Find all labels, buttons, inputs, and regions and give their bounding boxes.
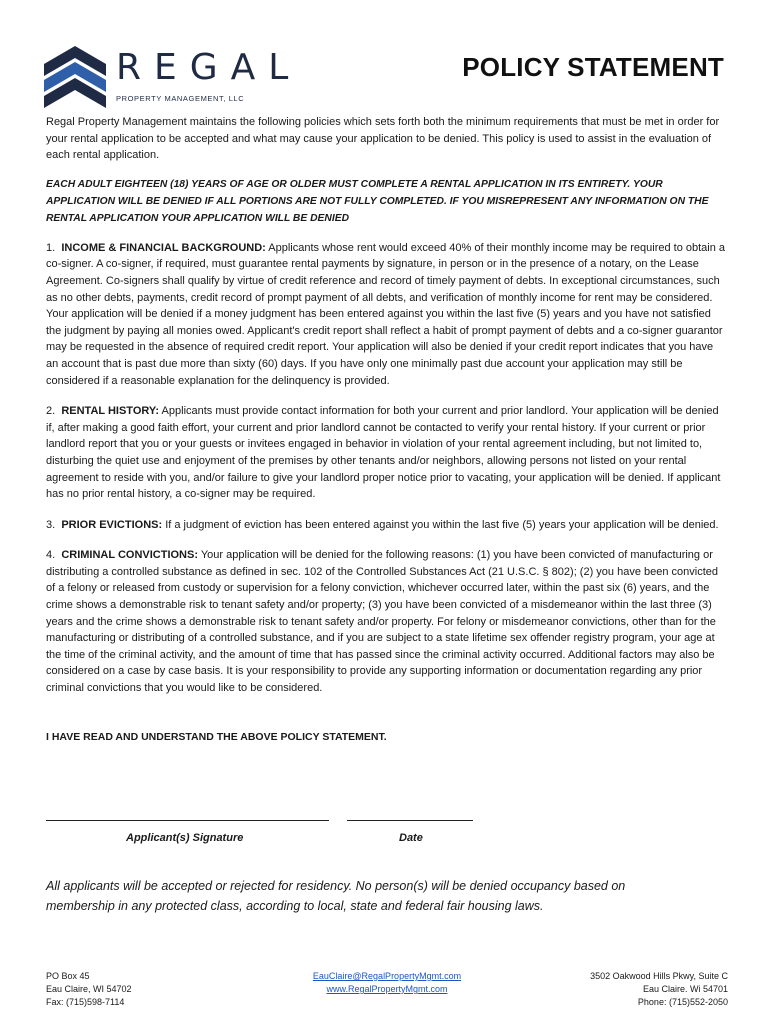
footer — [46, 970, 728, 1014]
warning-notice: EACH ADULT EIGHTEEN (18) YEARS OF AGE OR OLDER MUST COMPLETE A RENTAL APPLICATION IN ITS ENTIRETY. YOUR APPLICATION WILL BE DENIED IF ALL PORTIONS ARE NOT FULLY COMPLETED. IF YOU MISREPRESENT ANY INFORMATION ON THE RENTAL APPLICATION YOUR APPLICATION WILL BE DENIED — [46, 178, 709, 224]
section-number: 4. — [46, 549, 56, 562]
section-text: Applicants must provide contact information for both your current and prior landlord. Your application will be denied if, after making a good faith effort, your current and prior landlord cannot be contacted to verify your rental history. If your current or prior landlord report that you or your guests or invitees engaged in behavior in violation of your rental agreement including, but not limited to, disturbing the quiet use and enjoyment of the premises by other tenants and/or neighbors, allowing persons not listed on your rental agreement to reside with you, and/or failure to give your landlord proper notice prior to vacating, your application will be denied. If applicant has no prior rental history, a co-signer may be required. — [46, 405, 721, 501]
company-logo — [42, 44, 302, 108]
footer-street-address — [590, 970, 728, 1009]
date-label: Date — [399, 832, 423, 844]
fair-housing-statement: All applicants will be accepted or rejected for residency. No person(s) will be denied occupancy based on membership in any protected class, according to local, state and federal fair housing laws. — [46, 879, 626, 913]
section-heading: RENTAL HISTORY: — [61, 405, 160, 418]
chevron-logo-icon — [42, 46, 108, 108]
section-heading: INCOME & FINANCIAL BACKGROUND: — [61, 241, 266, 254]
signature-area — [46, 820, 546, 860]
section-number: 2. — [46, 405, 56, 418]
page-title: POLICY STATEMENT — [462, 52, 724, 82]
section-heading: CRIMINAL CONVICTIONS: — [61, 549, 198, 562]
section-number: 3. — [46, 518, 56, 531]
intro-paragraph: Regal Property Management maintains the following policies which sets forth both the minimum requirements that must be met in order for your rental application to be accepted and what may cause your application to be denied. This policy is used to assist in the evaluation of each rental application. — [46, 116, 720, 162]
footer-fax: Fax: (715)598-7114 — [46, 997, 125, 1007]
brand-subtitle: PROPERTY MANAGEMENT, LLC — [116, 94, 245, 103]
footer-street-city: Eau Claire. Wi 54701 — [642, 984, 728, 994]
footer-street: 3502 Oakwood Hills Pkwy, Suite C — [590, 971, 728, 981]
footer-po-box: PO Box 45 — [46, 971, 90, 981]
section-criminal-convictions — [46, 547, 728, 696]
footer-website-link[interactable]: www.RegalPropertyMgmt.com — [326, 984, 448, 994]
footer-city: Eau Claire, WI 54702 — [46, 984, 132, 994]
footer-email-link[interactable]: EauClaire@RegalPropertyMgmt.com — [312, 971, 462, 981]
applicant-signature-label: Applicant(s) Signature — [126, 832, 244, 844]
section-prior-evictions — [46, 517, 728, 534]
footer-phone: Phone: (715)552-2050 — [637, 997, 728, 1007]
section-number: 1. — [46, 241, 56, 254]
policy-body — [46, 114, 728, 745]
section-rental-history — [46, 403, 728, 503]
applicant-signature-line[interactable] — [46, 820, 329, 821]
acknowledgement-statement: I HAVE READ AND UNDERSTAND THE ABOVE POLICY STATEMENT. — [46, 730, 387, 743]
section-income — [46, 240, 728, 389]
section-text: Your application will be denied for the following reasons: (1) you have been convicted of manufacturing or distributing a controlled substance as defined in sec. 102 of the Controlled Substances Act (21 U.S.C. § 802); (2) you have been convicted of a felony or released from custody or supervision for a felony conviction, whichever occurred later, within the past six (6) years, and the crime shows a demonstrable risk to tenant safety and/or property; (3) you have been convicted of a misdemeanor within the last three (3) years and the crime shows a demonstrable risk to tenant safety and/or property. For felony or misdemeanor convictions, other than for the manufacturing or distributing of a controlled substance, and if you are subject to a state lifetime sex offender registry program, your age at the time of the criminal activity, and the amount of time that has passed since the criminal activity occurred. Additional factors may also be considered on a case by case basis. It is your responsibility to provide any supporting information or documentation regarding any prior criminal convictions that you would like to be considered. — [46, 549, 719, 695]
section-heading: PRIOR EVICTIONS: — [61, 518, 163, 531]
section-text: Applicants whose rent would exceed 40% of their monthly income may be required to obtain a co-signer. A co-signer, if required, must guarantee rental payments by signature, in person or in the presence of a notary, on the Lease Agreement. Co-signers shall qualify by virtue of credit reference and record of timely payment of debts. In exceptional circumstances, such as no other debts, payments, credit record of prompt payment of all debts, and verification of monthly income for rent may be considered. Your application will be denied if a money judgment has been entered against you within the last five (5) years and you have not satisfied the judgment by paying all monies owed. Applicant's credit report shall reflect a habit of prompt payment of debts and a co-signer guarantor may be requested in the absence of required credit report. Your application will also be denied if your credit report indicates that you have an account that is past due more than sixty (60) days. If you have only one minimally past due account your application may still be considered if a reasonable explanation for the delinquency is provided. — [46, 241, 726, 387]
date-line[interactable] — [347, 820, 473, 821]
section-text: If a judgment of eviction has been entered against you within the last five (5) years your application will be denied. — [165, 518, 719, 531]
brand-name: REGAL — [116, 47, 302, 88]
